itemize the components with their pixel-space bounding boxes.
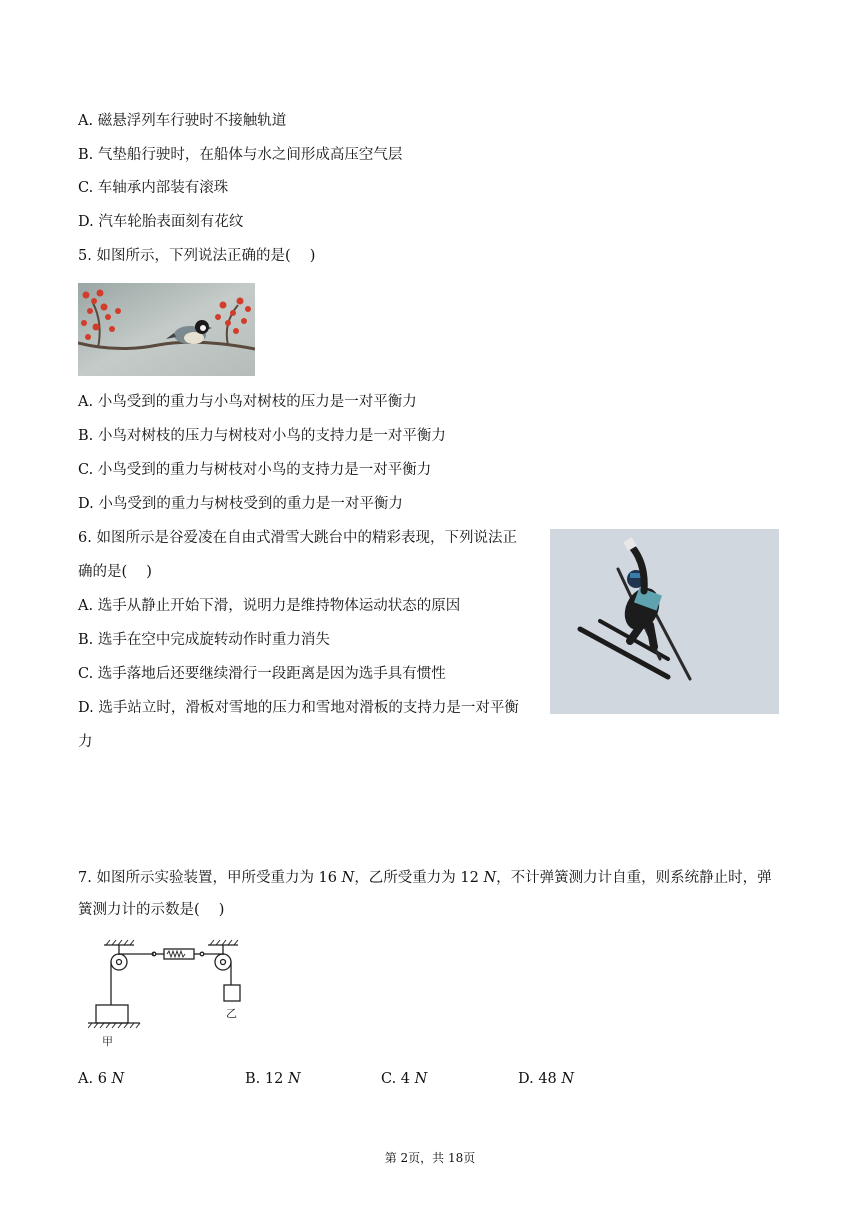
q7-stem-text-a: 7. 如图所示实验装置，甲所受重力为 16 bbox=[78, 870, 342, 886]
q7-unit-2: N bbox=[483, 870, 497, 886]
q7-option-a bbox=[78, 1069, 124, 1089]
q4-option-c: C. 车轴承内部装有滚珠 bbox=[78, 180, 229, 196]
q7-option-a-unit: N bbox=[111, 1071, 125, 1087]
q6-option-d: D. 选手站立时，滑板对雪地的压力和雪地对滑板的支持力是一对平衡 bbox=[78, 700, 519, 716]
q7-option-b-unit: N bbox=[287, 1071, 301, 1087]
pulley-spring-diagram bbox=[88, 937, 258, 1051]
q7-option-d bbox=[518, 1069, 574, 1089]
q7-option-d-unit: N bbox=[561, 1071, 575, 1087]
q5-option-b: B. 小鸟对树枝的压力与树枝对小鸟的支持力是一对平衡力 bbox=[78, 428, 446, 444]
q7-option-b-text: B. 12 bbox=[245, 1071, 288, 1087]
q5-option-a: A. 小鸟受到的重力与小鸟对树枝的压力是一对平衡力 bbox=[78, 394, 417, 410]
q7-stem-text-c: ，不计弹簧测力计自重，则系统静止时，弹 bbox=[496, 870, 772, 886]
q4-option-a: A. 磁悬浮列车行驶时不接触轨道 bbox=[78, 113, 287, 129]
q7-option-c bbox=[381, 1069, 427, 1089]
q5-option-c: C. 小鸟受到的重力与树枝对小鸟的支持力是一对平衡力 bbox=[78, 462, 432, 478]
q4-option-b: B. 气垫船行驶时，在船体与水之间形成高压空气层 bbox=[78, 147, 403, 163]
q7-option-b bbox=[245, 1069, 301, 1089]
q7-stem-text-b: ，乙所受重力为 12 bbox=[354, 870, 484, 886]
skier-photo bbox=[550, 529, 779, 714]
q6-option-d-wrap: 力 bbox=[78, 734, 93, 750]
q4-option-d: D. 汽车轮胎表面刻有花纹 bbox=[78, 214, 244, 230]
page-footer: 第 2页，共 18页 bbox=[384, 1151, 476, 1165]
q7-option-c-text: C. 4 bbox=[381, 1071, 415, 1087]
q6-option-b: B. 选手在空中完成旋转动作时重力消失 bbox=[78, 632, 330, 648]
q6-stem-line1: 6. 如图所示是谷爱凌在自由式滑雪大跳台中的精彩表现，下列说法正 bbox=[78, 530, 517, 546]
bird-on-branch-photo bbox=[78, 283, 255, 376]
label-jia: 甲 bbox=[102, 1035, 113, 1048]
q6-stem-line2: 确的是( ) bbox=[78, 564, 152, 580]
q7-option-d-text: D. 48 bbox=[518, 1071, 562, 1087]
q6-option-a: A. 选手从静止开始下滑，说明力是维持物体运动状态的原因 bbox=[78, 598, 461, 614]
q7-unit-1: N bbox=[341, 870, 355, 886]
q7-stem-line1 bbox=[78, 868, 772, 888]
q6-option-c: C. 选手落地后还要继续滑行一段距离是因为选手具有惯性 bbox=[78, 666, 446, 682]
q5-stem: 5. 如图所示，下列说法正确的是( ) bbox=[78, 248, 316, 264]
q7-option-a-text: A. 6 bbox=[78, 1071, 112, 1087]
q7-stem-line2: 簧测力计的示数是( ) bbox=[78, 902, 225, 918]
q5-option-d: D. 小鸟受到的重力与树枝受到的重力是一对平衡力 bbox=[78, 496, 403, 512]
label-yi: 乙 bbox=[226, 1007, 237, 1020]
q7-option-c-unit: N bbox=[414, 1071, 428, 1087]
